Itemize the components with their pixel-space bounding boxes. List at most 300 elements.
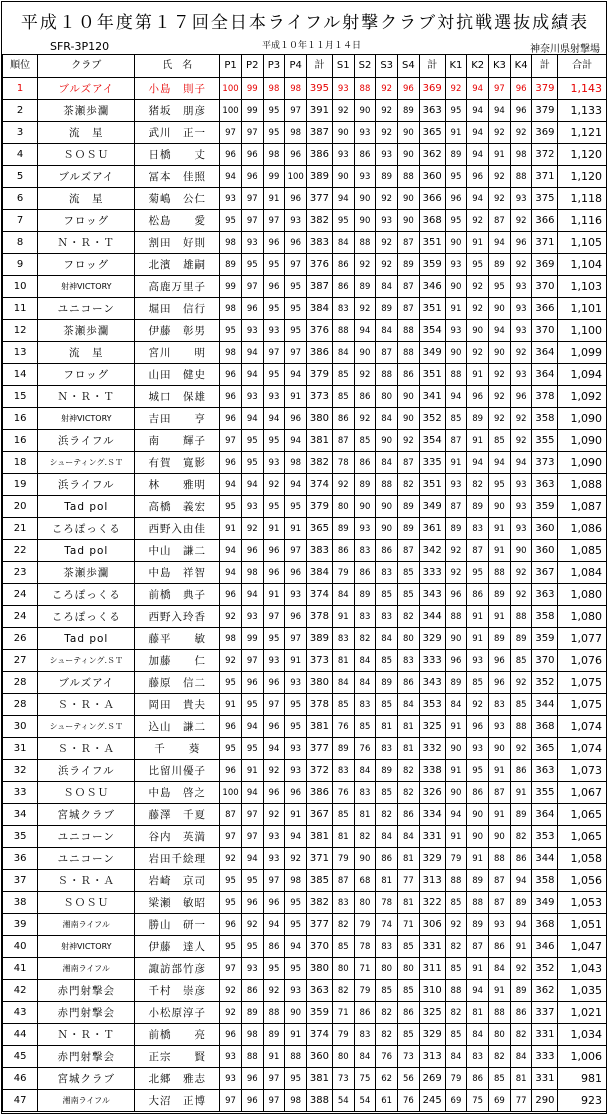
- standing-score-cell: 92: [354, 298, 376, 320]
- kneeling-score-cell: 94: [445, 386, 467, 408]
- name-cell: 正宗 賢: [135, 1046, 220, 1068]
- prone-score-cell: 99: [241, 628, 263, 650]
- prone-score-cell: 97: [220, 826, 242, 848]
- kneeling-score-cell: 88: [510, 716, 532, 738]
- table-row: [3, 342, 607, 364]
- rank-cell: 39: [3, 914, 38, 936]
- standing-score-cell: 90: [398, 144, 420, 166]
- standing-score-cell: 80: [354, 892, 376, 914]
- prone-score-cell: 87: [220, 804, 242, 826]
- prone-score-cell: 98: [241, 1024, 263, 1046]
- club-cell: 浜ライフル: [38, 474, 135, 496]
- grand-total-cell: 1,047: [558, 936, 607, 958]
- grand-total-cell: 1,092: [558, 386, 607, 408]
- prone-score-cell: 91: [220, 694, 242, 716]
- prone-score-cell: 97: [285, 254, 307, 276]
- kneeling-total-cell: 358: [532, 870, 558, 892]
- standing-score-cell: 85: [376, 980, 398, 1002]
- club-cell: 流 星: [38, 342, 135, 364]
- kneeling-score-cell: 90: [445, 738, 467, 760]
- standing-score-cell: 81: [376, 716, 398, 738]
- standing-score-cell: 90: [332, 166, 354, 188]
- standing-score-cell: 83: [354, 782, 376, 804]
- grand-total-cell: 1,067: [558, 782, 607, 804]
- name-cell: 林 雅明: [135, 474, 220, 496]
- standing-score-cell: 80: [398, 958, 420, 980]
- rank-cell: 18: [3, 452, 38, 474]
- name-cell: 千村 崇彦: [135, 980, 220, 1002]
- kneeling-score-cell: 96: [445, 584, 467, 606]
- standing-score-cell: 92: [354, 254, 376, 276]
- prone-score-cell: 94: [241, 848, 263, 870]
- club-cell: ブルズアイ: [38, 672, 135, 694]
- kneeling-total-cell: 366: [532, 298, 558, 320]
- prone-score-cell: 94: [285, 430, 307, 452]
- prone-score-cell: 96: [285, 782, 307, 804]
- kneeling-score-cell: 85: [445, 892, 467, 914]
- standing-score-cell: 85: [398, 980, 420, 1002]
- kneeling-score-cell: 89: [510, 980, 532, 1002]
- club-cell: ブルズアイ: [38, 166, 135, 188]
- club-cell: 赤門射撃会: [38, 1046, 135, 1068]
- prone-score-cell: 94: [285, 364, 307, 386]
- standing-score-cell: 82: [376, 804, 398, 826]
- kneeling-score-cell: 89: [445, 518, 467, 540]
- grand-total-cell: 1,051: [558, 914, 607, 936]
- kneeling-total-cell: 333: [532, 1046, 558, 1068]
- kneeling-score-cell: 92: [489, 122, 511, 144]
- table-row: [3, 210, 607, 232]
- grand-total-cell: 981: [558, 1068, 607, 1090]
- kneeling-total-cell: 290: [532, 1090, 558, 1112]
- standing-score-cell: 91: [332, 606, 354, 628]
- event-code: SFR-3P120: [50, 40, 110, 53]
- kneeling-total-cell: 331: [532, 1024, 558, 1046]
- kneeling-score-cell: 90: [445, 782, 467, 804]
- standing-score-cell: 80: [376, 958, 398, 980]
- standing-score-cell: 83: [398, 650, 420, 672]
- kneeling-total-cell: 372: [532, 144, 558, 166]
- prone-score-cell: 98: [285, 1090, 307, 1112]
- name-cell: 松島 愛: [135, 210, 220, 232]
- prone-score-cell: 97: [220, 1090, 242, 1112]
- kneeling-total-cell: 363: [532, 760, 558, 782]
- grand-total-cell: 1,104: [558, 254, 607, 276]
- prone-score-cell: 95: [220, 870, 242, 892]
- table-row: [3, 760, 607, 782]
- standing-total-cell: 365: [419, 122, 445, 144]
- prone-total-cell: 372: [307, 760, 333, 782]
- prone-total-cell: 381: [307, 826, 333, 848]
- kneeling-total-cell: 368: [532, 716, 558, 738]
- standing-score-cell: 88: [398, 342, 420, 364]
- standing-total-cell: 334: [419, 804, 445, 826]
- prone-score-cell: 96: [285, 188, 307, 210]
- prone-score-cell: 94: [241, 408, 263, 430]
- prone-total-cell: 373: [307, 386, 333, 408]
- standing-total-cell: 359: [419, 254, 445, 276]
- prone-score-cell: 97: [285, 540, 307, 562]
- standing-score-cell: 82: [398, 760, 420, 782]
- kneeling-score-cell: 89: [445, 672, 467, 694]
- prone-score-cell: 93: [263, 452, 285, 474]
- grand-total-cell: 1,120: [558, 166, 607, 188]
- rank-cell: 43: [3, 1002, 38, 1024]
- standing-score-cell: 82: [398, 606, 420, 628]
- prone-score-cell: 97: [285, 100, 307, 122]
- table-row: [3, 276, 607, 298]
- column-header: 計: [307, 55, 333, 78]
- kneeling-score-cell: 88: [489, 1002, 511, 1024]
- club-cell: ＳＯＳＵ: [38, 892, 135, 914]
- standing-total-cell: 335: [419, 452, 445, 474]
- standing-score-cell: 79: [332, 1024, 354, 1046]
- prone-score-cell: 96: [263, 892, 285, 914]
- rank-cell: 42: [3, 980, 38, 1002]
- standing-score-cell: 88: [376, 474, 398, 496]
- standing-score-cell: 83: [376, 562, 398, 584]
- kneeling-score-cell: 94: [510, 452, 532, 474]
- prone-total-cell: 374: [307, 1024, 333, 1046]
- grand-total-cell: 1,076: [558, 650, 607, 672]
- standing-score-cell: 94: [332, 188, 354, 210]
- standing-score-cell: 86: [354, 562, 376, 584]
- prone-score-cell: 92: [220, 848, 242, 870]
- prone-score-cell: 97: [241, 804, 263, 826]
- standing-score-cell: 90: [376, 430, 398, 452]
- prone-score-cell: 97: [263, 870, 285, 892]
- standing-score-cell: 90: [398, 408, 420, 430]
- prone-score-cell: 98: [285, 122, 307, 144]
- standing-score-cell: 92: [398, 430, 420, 452]
- name-cell: 山田 健史: [135, 364, 220, 386]
- standing-score-cell: 87: [398, 452, 420, 474]
- column-header: 計: [532, 55, 558, 78]
- kneeling-score-cell: 92: [489, 386, 511, 408]
- prone-score-cell: 91: [285, 1024, 307, 1046]
- rank-cell: 27: [3, 650, 38, 672]
- name-cell: 西野入玲香: [135, 606, 220, 628]
- kneeling-score-cell: 88: [489, 562, 511, 584]
- standing-total-cell: 331: [419, 826, 445, 848]
- kneeling-score-cell: 92: [510, 958, 532, 980]
- kneeling-total-cell: 368: [532, 914, 558, 936]
- kneeling-score-cell: 91: [467, 958, 489, 980]
- kneeling-score-cell: 91: [489, 540, 511, 562]
- kneeling-score-cell: 92: [489, 166, 511, 188]
- standing-total-cell: 353: [419, 694, 445, 716]
- kneeling-total-cell: 365: [532, 738, 558, 760]
- standing-score-cell: 84: [354, 760, 376, 782]
- prone-score-cell: 94: [220, 474, 242, 496]
- prone-score-cell: 93: [241, 958, 263, 980]
- standing-score-cell: 84: [332, 342, 354, 364]
- grand-total-cell: 1,034: [558, 1024, 607, 1046]
- prone-score-cell: 93: [241, 496, 263, 518]
- standing-total-cell: 325: [419, 1002, 445, 1024]
- standing-score-cell: 93: [354, 122, 376, 144]
- prone-score-cell: 92: [285, 848, 307, 870]
- standing-score-cell: 83: [332, 298, 354, 320]
- standing-score-cell: 86: [332, 254, 354, 276]
- name-cell: 小松原淳子: [135, 1002, 220, 1024]
- prone-score-cell: 95: [220, 672, 242, 694]
- standing-score-cell: 79: [332, 562, 354, 584]
- standing-score-cell: 82: [332, 914, 354, 936]
- kneeling-score-cell: 93: [510, 188, 532, 210]
- kneeling-score-cell: 90: [467, 320, 489, 342]
- standing-score-cell: 90: [376, 496, 398, 518]
- kneeling-total-cell: 360: [532, 540, 558, 562]
- column-header: P1: [220, 55, 242, 78]
- prone-score-cell: 98: [220, 342, 242, 364]
- standing-total-cell: 329: [419, 848, 445, 870]
- standing-score-cell: 71: [398, 914, 420, 936]
- prone-score-cell: 92: [263, 760, 285, 782]
- kneeling-score-cell: 75: [467, 1090, 489, 1112]
- prone-score-cell: 95: [263, 254, 285, 276]
- prone-total-cell: 381: [307, 430, 333, 452]
- rank-cell: 33: [3, 782, 38, 804]
- table-row: [3, 430, 607, 452]
- grand-total-cell: 1,065: [558, 804, 607, 826]
- grand-total-cell: 1,133: [558, 100, 607, 122]
- club-cell: 浜ライフル: [38, 430, 135, 452]
- kneeling-score-cell: 96: [510, 232, 532, 254]
- standing-score-cell: 89: [332, 518, 354, 540]
- prone-score-cell: 97: [241, 826, 263, 848]
- kneeling-score-cell: 82: [467, 474, 489, 496]
- kneeling-score-cell: 90: [445, 342, 467, 364]
- kneeling-total-cell: 344: [532, 848, 558, 870]
- prone-score-cell: 97: [263, 694, 285, 716]
- name-cell: 込山 謙二: [135, 716, 220, 738]
- prone-score-cell: 94: [285, 474, 307, 496]
- standing-score-cell: 90: [354, 342, 376, 364]
- standing-score-cell: 85: [354, 430, 376, 452]
- kneeling-total-cell: 359: [532, 628, 558, 650]
- standing-score-cell: 80: [332, 496, 354, 518]
- rank-cell: 26: [3, 628, 38, 650]
- standing-score-cell: 82: [376, 1024, 398, 1046]
- standing-score-cell: 87: [398, 298, 420, 320]
- club-cell: シューティング.ＳＴ: [38, 452, 135, 474]
- grand-total-cell: 1,118: [558, 188, 607, 210]
- prone-score-cell: 96: [220, 386, 242, 408]
- club-cell: Ｎ・Ｒ・Ｔ: [38, 232, 135, 254]
- kneeling-score-cell: 88: [510, 606, 532, 628]
- prone-score-cell: 96: [263, 540, 285, 562]
- standing-score-cell: 86: [376, 540, 398, 562]
- standing-total-cell: 325: [419, 716, 445, 738]
- grand-total-cell: 1,073: [558, 760, 607, 782]
- prone-score-cell: 92: [220, 980, 242, 1002]
- standing-score-cell: 76: [332, 782, 354, 804]
- standing-score-cell: 54: [354, 1090, 376, 1112]
- prone-total-cell: 391: [307, 100, 333, 122]
- standing-score-cell: 83: [332, 760, 354, 782]
- standing-total-cell: 341: [419, 386, 445, 408]
- standing-score-cell: 86: [398, 1002, 420, 1024]
- kneeling-score-cell: 85: [445, 958, 467, 980]
- prone-score-cell: 95: [241, 738, 263, 760]
- rank-cell: 10: [3, 276, 38, 298]
- kneeling-score-cell: 79: [445, 848, 467, 870]
- kneeling-score-cell: 94: [510, 914, 532, 936]
- results-sheet: [1, 1, 607, 1114]
- club-cell: 射神VICTORY: [38, 408, 135, 430]
- club-cell: Tad pol: [38, 496, 135, 518]
- standing-score-cell: 93: [332, 144, 354, 166]
- prone-score-cell: 95: [263, 122, 285, 144]
- standing-total-cell: 326: [419, 782, 445, 804]
- prone-score-cell: 98: [241, 562, 263, 584]
- prone-score-cell: 91: [263, 518, 285, 540]
- rank-cell: 20: [3, 496, 38, 518]
- standing-score-cell: 76: [376, 1046, 398, 1068]
- standing-total-cell: 351: [419, 474, 445, 496]
- prone-total-cell: 382: [307, 452, 333, 474]
- prone-score-cell: 95: [220, 936, 242, 958]
- grand-total-cell: 1,074: [558, 738, 607, 760]
- table-row: [3, 452, 607, 474]
- name-cell: 北郷 雅志: [135, 1068, 220, 1090]
- name-cell: 堀田 信行: [135, 298, 220, 320]
- rank-cell: 47: [3, 1090, 38, 1112]
- table-row: [3, 826, 607, 848]
- table-row: [3, 848, 607, 870]
- club-cell: フロッグ: [38, 254, 135, 276]
- rank-cell: 35: [3, 826, 38, 848]
- prone-score-cell: 98: [285, 78, 307, 100]
- name-cell: 伊藤 達人: [135, 936, 220, 958]
- prone-score-cell: 95: [285, 716, 307, 738]
- prone-score-cell: 92: [220, 1002, 242, 1024]
- standing-total-cell: 245: [419, 1090, 445, 1112]
- standing-score-cell: 79: [332, 848, 354, 870]
- grand-total-cell: 1,101: [558, 298, 607, 320]
- kneeling-score-cell: 89: [467, 914, 489, 936]
- kneeling-total-cell: 373: [532, 452, 558, 474]
- prone-score-cell: 97: [263, 1068, 285, 1090]
- prone-score-cell: 94: [220, 562, 242, 584]
- name-cell: 伊藤 彰男: [135, 320, 220, 342]
- standing-total-cell: 310: [419, 980, 445, 1002]
- rank-cell: 28: [3, 694, 38, 716]
- kneeling-score-cell: 92: [510, 430, 532, 452]
- prone-score-cell: 94: [241, 584, 263, 606]
- standing-total-cell: 354: [419, 320, 445, 342]
- kneeling-total-cell: 371: [532, 232, 558, 254]
- table-row: [3, 1024, 607, 1046]
- kneeling-score-cell: 91: [467, 232, 489, 254]
- prone-score-cell: 95: [220, 320, 242, 342]
- kneeling-score-cell: 92: [445, 78, 467, 100]
- prone-score-cell: 93: [285, 738, 307, 760]
- kneeling-score-cell: 94: [489, 452, 511, 474]
- club-cell: 射神VICTORY: [38, 276, 135, 298]
- rank-cell: 9: [3, 254, 38, 276]
- kneeling-score-cell: 82: [489, 1046, 511, 1068]
- club-cell: Ｎ・Ｒ・Ｔ: [38, 1024, 135, 1046]
- kneeling-score-cell: 92: [489, 364, 511, 386]
- kneeling-score-cell: 92: [445, 562, 467, 584]
- kneeling-score-cell: 89: [489, 584, 511, 606]
- name-cell: 谷内 英満: [135, 826, 220, 848]
- kneeling-score-cell: 83: [489, 694, 511, 716]
- standing-score-cell: 81: [398, 848, 420, 870]
- kneeling-total-cell: 359: [532, 496, 558, 518]
- standing-score-cell: 79: [354, 980, 376, 1002]
- table-row: [3, 166, 607, 188]
- prone-score-cell: 96: [263, 562, 285, 584]
- rank-cell: 40: [3, 936, 38, 958]
- name-cell: 南 輝子: [135, 430, 220, 452]
- prone-total-cell: 380: [307, 958, 333, 980]
- standing-score-cell: 85: [398, 584, 420, 606]
- kneeling-total-cell: 369: [532, 122, 558, 144]
- prone-score-cell: 94: [220, 166, 242, 188]
- table-row: [3, 100, 607, 122]
- club-cell: Ｓ・Ｒ・Ａ: [38, 694, 135, 716]
- standing-score-cell: 85: [398, 562, 420, 584]
- name-cell: 大沼 正博: [135, 1090, 220, 1112]
- name-cell: 小島 則子: [135, 78, 220, 100]
- kneeling-score-cell: 92: [510, 408, 532, 430]
- standing-score-cell: 85: [332, 936, 354, 958]
- prone-score-cell: 94: [263, 408, 285, 430]
- name-cell: 高橋 義宏: [135, 496, 220, 518]
- kneeling-total-cell: 355: [532, 782, 558, 804]
- prone-score-cell: 91: [263, 188, 285, 210]
- kneeling-score-cell: 96: [510, 78, 532, 100]
- table-row: [3, 958, 607, 980]
- prone-total-cell: 381: [307, 716, 333, 738]
- standing-score-cell: 90: [354, 496, 376, 518]
- grand-total-cell: 1,086: [558, 518, 607, 540]
- standing-total-cell: 332: [419, 738, 445, 760]
- grand-total-cell: 1,056: [558, 870, 607, 892]
- rank-cell: 15: [3, 386, 38, 408]
- club-cell: 宮城クラブ: [38, 804, 135, 826]
- kneeling-score-cell: 92: [510, 584, 532, 606]
- kneeling-score-cell: 95: [445, 166, 467, 188]
- kneeling-score-cell: 84: [445, 694, 467, 716]
- prone-score-cell: 95: [220, 210, 242, 232]
- prone-total-cell: 379: [307, 364, 333, 386]
- prone-total-cell: 374: [307, 474, 333, 496]
- prone-total-cell: 373: [307, 650, 333, 672]
- kneeling-score-cell: 89: [489, 254, 511, 276]
- kneeling-score-cell: 87: [489, 892, 511, 914]
- standing-score-cell: 85: [332, 694, 354, 716]
- standing-total-cell: 360: [419, 166, 445, 188]
- standing-score-cell: 87: [398, 232, 420, 254]
- kneeling-score-cell: 95: [445, 210, 467, 232]
- rank-cell: 34: [3, 804, 38, 826]
- prone-score-cell: 88: [263, 1002, 285, 1024]
- standing-score-cell: 82: [354, 826, 376, 848]
- standing-score-cell: 86: [376, 848, 398, 870]
- prone-score-cell: 96: [220, 716, 242, 738]
- prone-score-cell: 96: [220, 1024, 242, 1046]
- table-row: [3, 496, 607, 518]
- kneeling-score-cell: 85: [467, 672, 489, 694]
- prone-total-cell: 384: [307, 562, 333, 584]
- kneeling-score-cell: 94: [489, 320, 511, 342]
- prone-score-cell: 95: [241, 870, 263, 892]
- standing-score-cell: 71: [354, 958, 376, 980]
